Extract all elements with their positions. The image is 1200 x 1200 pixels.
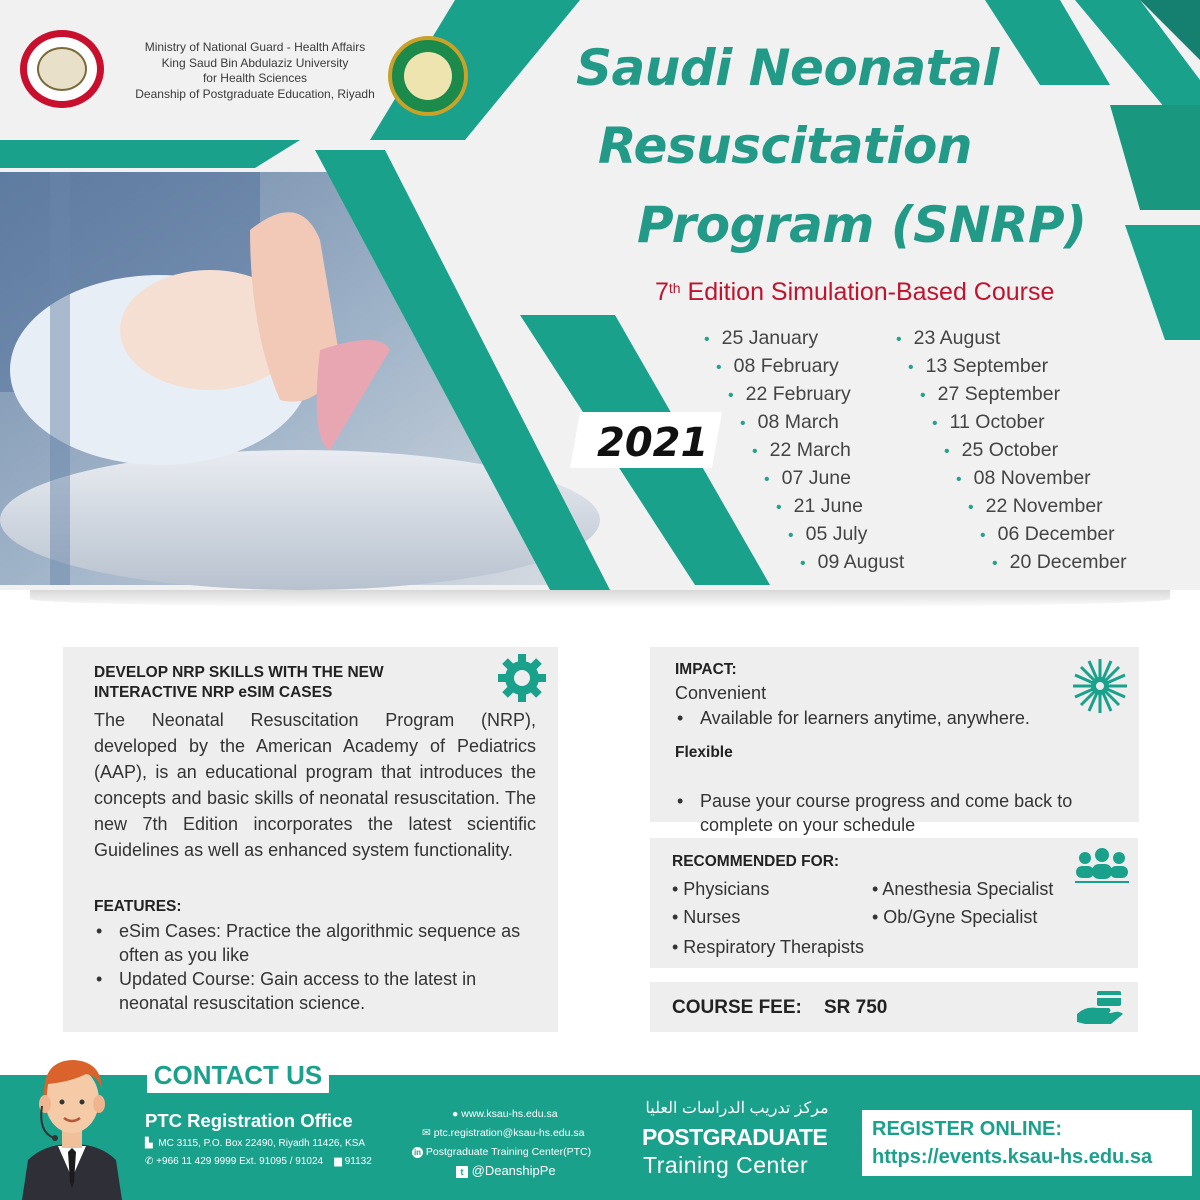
- ptc-name-1: POSTGRADUATE: [642, 1124, 828, 1150]
- fee-value: SR 750: [824, 997, 888, 1018]
- university-logo: [388, 36, 468, 116]
- globe-icon: ●: [452, 1108, 459, 1120]
- fee-label: COURSE FEE:: [672, 997, 802, 1018]
- org-line-1: Ministry of National Guard - Health Affairs: [144, 40, 366, 54]
- flexible-label: Flexible: [675, 744, 733, 761]
- impact-panel: [650, 647, 1139, 835]
- teal-band-right-3: [1125, 225, 1200, 340]
- linkedin-icon: in: [413, 1148, 422, 1157]
- org-line-3: for Health Sciences: [202, 71, 308, 85]
- feature-item: • Updated Course: Gain access to the latest in neonatal resuscitation science.: [94, 967, 534, 1015]
- date-item: • 08 March: [740, 411, 839, 433]
- fee-panel: [650, 982, 1138, 1032]
- date-item: • 13 September: [908, 355, 1049, 377]
- date-item: • 22 February: [728, 383, 851, 405]
- date-item: • 07 June: [764, 467, 852, 489]
- org-line-2: King Saud Bin Abdulaziz University: [161, 55, 349, 70]
- develop-heading-1: DEVELOP NRP SKILLS WITH THE NEW: [94, 664, 384, 681]
- register-url[interactable]: https://events.ksau-hs.edu.sa: [872, 1146, 1153, 1168]
- title-line-3: Program (SNRP): [637, 196, 1087, 254]
- features-list: [94, 919, 534, 1015]
- date-item: • 22 March: [752, 439, 851, 461]
- twitter-icon: t: [456, 1166, 468, 1178]
- organization-text: [110, 40, 400, 102]
- date-item: • 20 December: [992, 551, 1127, 573]
- ptc-name-2: Training Center: [643, 1152, 809, 1178]
- group-icon: [1073, 846, 1131, 886]
- payment-icon: [1075, 988, 1127, 1028]
- twitter-link[interactable]: t @DeanshipPe: [456, 1163, 556, 1178]
- date-item: • 05 July: [788, 523, 868, 545]
- date-item: • 08 February: [716, 355, 839, 377]
- recommended-item: • Ob/Gyne Specialist: [872, 907, 1038, 927]
- convenient-label: Convenient: [675, 683, 767, 703]
- title-line-2: Resuscitation: [598, 117, 972, 175]
- address-line: ▙ MC 3115, P.O. Box 22490, Riyadh 11426, KSA: [145, 1138, 366, 1149]
- date-item: • 09 August: [800, 551, 905, 573]
- flexible-item: • Pause your course progress and come back to complete on your schedule: [675, 789, 1115, 837]
- date-item: • 23 August: [896, 327, 1001, 349]
- impact-heading: IMPACT:: [675, 661, 737, 678]
- teal-band-right-2: [1110, 105, 1200, 210]
- recommended-panel: [650, 838, 1138, 968]
- develop-body: The Neonatal Resuscitation Program (NRP), developed by the American Academy of Pediatrics (AAP), is an educational program that introduces the concepts and basic skills of neonatal resuscitation. The new 7th Edition incorporates the latest scientific Guidelines as well as enhanced system functionality.: [94, 710, 536, 860]
- date-item: • 21 June: [776, 495, 864, 517]
- hero-shadow: [30, 590, 1170, 608]
- mail-icon: ✉: [422, 1127, 431, 1139]
- date-item: • 25 October: [944, 439, 1059, 461]
- phone-icon: ✆: [145, 1156, 154, 1167]
- date-item: • 11 October: [932, 411, 1045, 433]
- email-link[interactable]: ✉ ptc.registration@ksau-hs.edu.sa: [422, 1127, 585, 1139]
- date-item: • 25 January: [704, 327, 819, 349]
- hero-section: [0, 0, 1200, 590]
- gear-icon: [496, 652, 548, 704]
- features-heading: FEATURES:: [94, 898, 182, 915]
- date-item: • 22 November: [968, 495, 1103, 517]
- org-line-4: Deanship of Postgraduate Education, Riyadh: [135, 86, 375, 101]
- fax-icon: ▆: [334, 1156, 342, 1167]
- date-item: • 06 December: [980, 523, 1115, 545]
- avatar: [14, 1048, 130, 1200]
- contact-us-heading: CONTACT US: [147, 1053, 329, 1093]
- recommended-heading: RECOMMENDED FOR:: [672, 853, 840, 870]
- recommended-item: • Nurses: [672, 907, 741, 927]
- develop-heading-2: INTERACTIVE NRP eSIM CASES: [94, 684, 333, 701]
- top-left-stripe: [0, 140, 300, 168]
- ministry-logo: [20, 30, 104, 108]
- convenient-item: • Available for learners anytime, anywhere.: [675, 706, 1115, 730]
- develop-panel: [63, 647, 558, 1032]
- website-link[interactable]: ● www.ksau-hs.edu.sa: [452, 1108, 558, 1120]
- year-label: 2021: [597, 420, 709, 466]
- building-icon: ▙: [145, 1138, 153, 1149]
- feature-item: • eSim Cases: Practice the algorithmic sequence as often as you like: [94, 919, 534, 967]
- recommended-item: • Respiratory Therapists: [672, 937, 865, 957]
- office-name: PTC Registration Office: [145, 1110, 353, 1131]
- recommended-item: • Anesthesia Specialist: [872, 879, 1054, 899]
- subtitle: 7th Edition Simulation-Based Course: [655, 278, 1055, 306]
- title-line-1: Saudi Neonatal: [576, 39, 999, 97]
- ptc-arabic: مركز تدريب الدراسات العليا: [645, 1100, 829, 1117]
- recommended-item: • Physicians: [672, 879, 770, 899]
- phone-line: ✆ +966 11 429 9999 Ext. 91095 / 91024 ▆ 91132: [145, 1156, 372, 1167]
- date-item: • 27 September: [920, 383, 1061, 405]
- register-box[interactable]: [862, 1110, 1192, 1176]
- register-label: REGISTER ONLINE:: [872, 1118, 1063, 1140]
- date-item: • 08 November: [956, 467, 1091, 489]
- linkedin-link[interactable]: in Postgraduate Training Center(PTC): [413, 1146, 592, 1158]
